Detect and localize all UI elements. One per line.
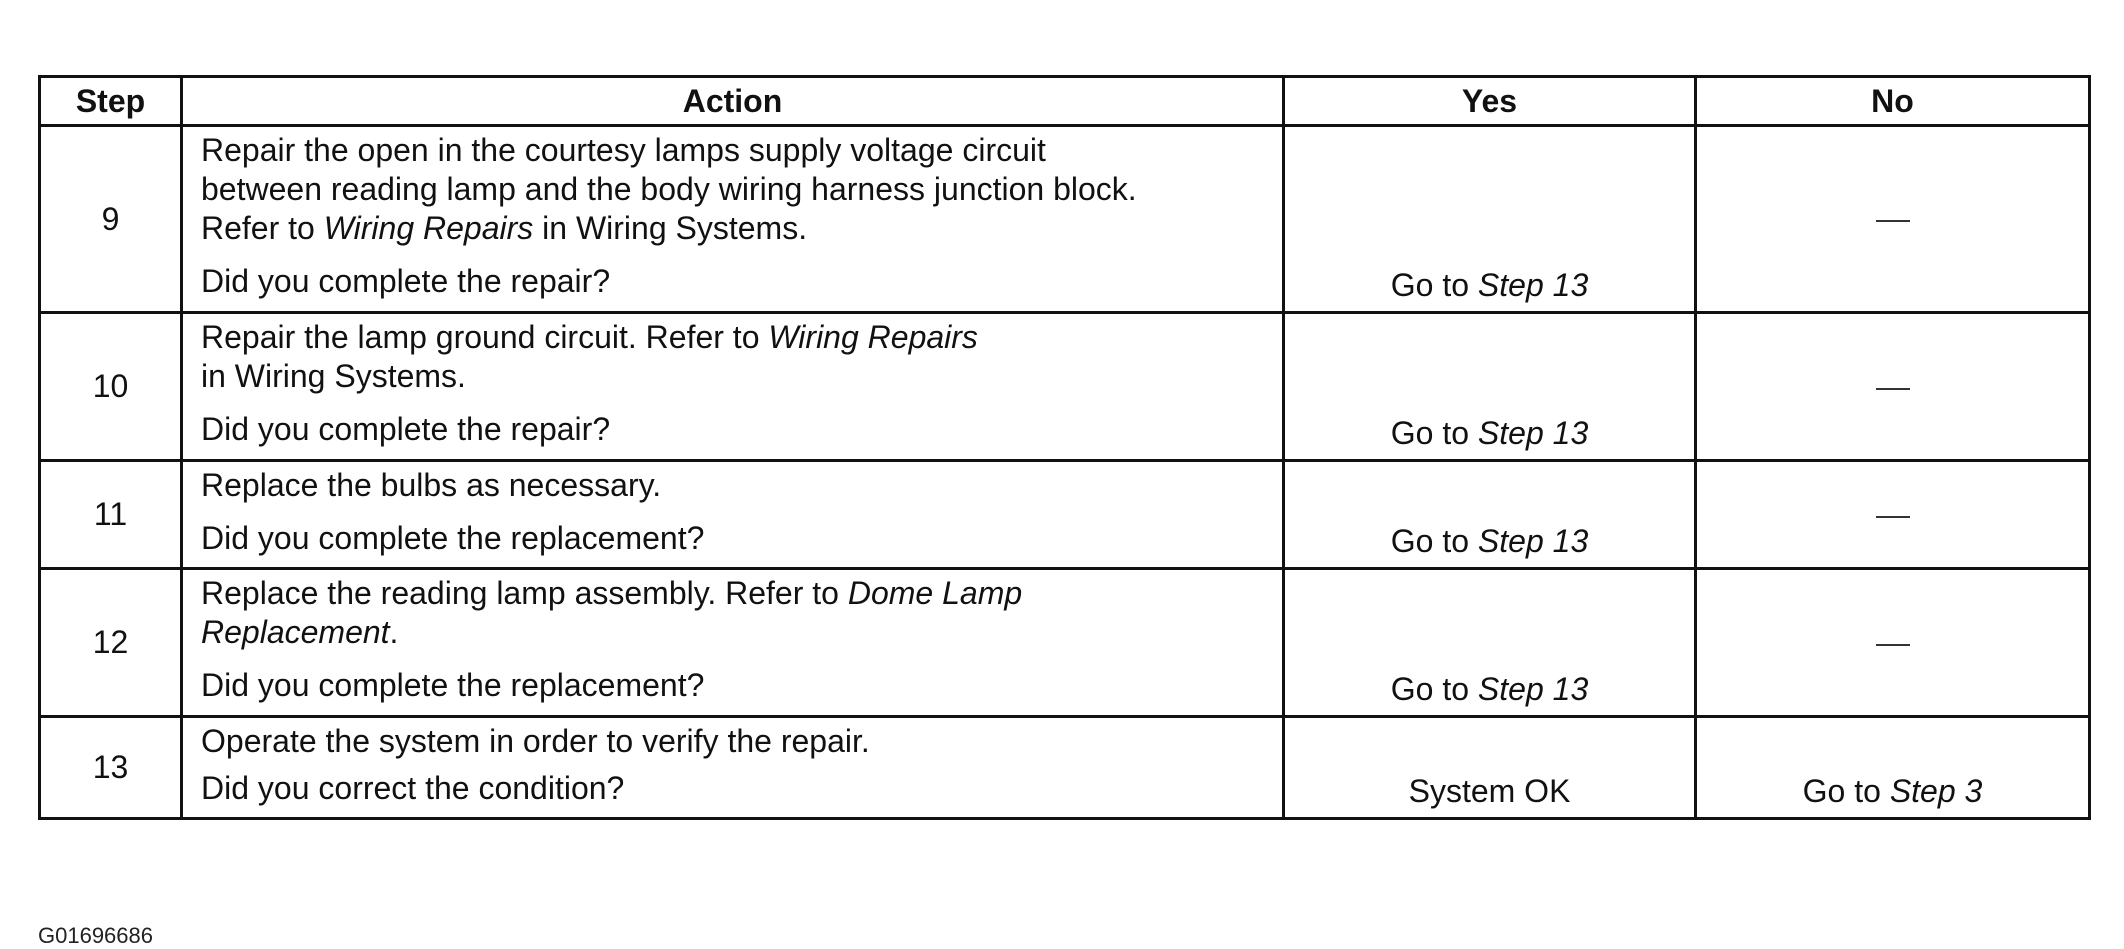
step-reference-link[interactable]: Step 13 [1477, 415, 1589, 451]
step-number: 13 [40, 717, 182, 819]
no-cell [1696, 313, 2090, 461]
action-question: Did you complete the replacement? [201, 667, 705, 703]
procedure-document [38, 75, 2088, 948]
action-question: Did you complete the repair? [201, 263, 611, 299]
dash-mark [1876, 220, 1910, 222]
no-cell: Go to Step 3 [1696, 717, 2090, 819]
table-row [40, 569, 2090, 717]
step-number: 10 [40, 313, 182, 461]
step-number: 11 [40, 461, 182, 569]
action-cell [182, 569, 1284, 717]
diagnostic-table [38, 75, 2091, 820]
action-text: Refer to Wiring Repairs in Wiring Systems. [201, 210, 808, 246]
table-row [40, 313, 2090, 461]
step-number: 12 [40, 569, 182, 717]
action-cell [182, 461, 1284, 569]
dash-mark [1876, 644, 1910, 646]
action-text: Repair the lamp ground circuit. Refer to Wiring Repairs [201, 319, 978, 355]
reference-link[interactable]: Dome Lamp [847, 575, 1023, 611]
header-yes: Yes [1284, 77, 1696, 126]
action-question: Did you correct the condition? [201, 770, 625, 806]
yes-cell: Go to Step 13 [1284, 461, 1696, 569]
header-action: Action [182, 77, 1284, 126]
step-reference-link[interactable]: Step 13 [1477, 267, 1589, 303]
header-step: Step [40, 77, 182, 126]
reference-link[interactable]: Wiring Repairs [768, 319, 978, 355]
action-question: Did you complete the repair? [201, 411, 611, 447]
yes-cell: Go to Step 13 [1284, 313, 1696, 461]
action-question: Did you complete the replacement? [201, 520, 705, 556]
step-reference-link[interactable]: Step 13 [1477, 671, 1589, 707]
no-cell [1696, 461, 2090, 569]
action-text: in Wiring Systems. [201, 358, 466, 394]
dash-mark [1876, 388, 1910, 390]
yes-cell: Go to Step 13 [1284, 569, 1696, 717]
reference-link[interactable]: Wiring Repairs [323, 210, 534, 246]
table-row [40, 126, 2090, 313]
dash-mark [1876, 516, 1910, 518]
action-text: Operate the system in order to verify the repair. [201, 723, 870, 759]
step-reference-link[interactable]: Step 13 [1477, 523, 1589, 559]
action-cell [182, 313, 1284, 461]
figure-id: G01696686 [38, 923, 153, 948]
action-text: Replace the reading lamp assembly. Refer to Dome Lamp [201, 575, 1023, 611]
table-row [40, 461, 2090, 569]
action-text: between reading lamp and the body wiring harness junction block. [201, 171, 1137, 207]
header-no: No [1696, 77, 2090, 126]
yes-cell: Go to Step 13 [1284, 126, 1696, 313]
step-reference-link[interactable]: Step 3 [1889, 773, 1983, 809]
no-cell [1696, 569, 2090, 717]
action-text: Replacement. [201, 614, 399, 650]
no-cell [1696, 126, 2090, 313]
table-header-row [40, 77, 2090, 126]
yes-cell: System OK [1284, 717, 1696, 819]
action-text: Replace the bulbs as necessary. [201, 467, 662, 503]
action-cell [182, 126, 1284, 313]
action-text: Repair the open in the courtesy lamps supply voltage circuit [201, 132, 1046, 168]
reference-link[interactable]: Replacement [201, 614, 390, 650]
table-row [40, 717, 2090, 819]
action-cell [182, 717, 1284, 819]
step-number: 9 [40, 126, 182, 313]
